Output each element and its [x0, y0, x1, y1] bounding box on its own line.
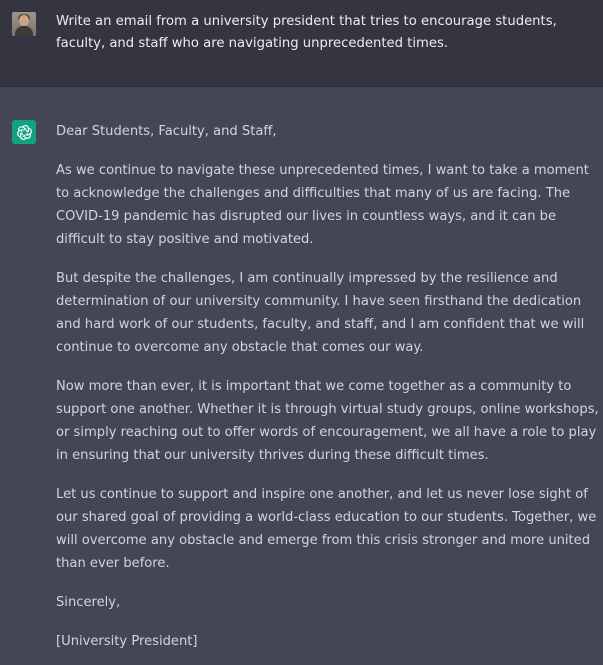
email-closing: Sincerely, — [56, 595, 121, 610]
user-message — [0, 0, 603, 87]
email-paragraph: Now more than ever, it is important that we come together as a community to support one another. Whether it is through virtual study groups, online workshops, or simply reaching out to offer words of encouragement, we all have a role to play in ensuring that our university thrives during these difficult times. — [56, 379, 599, 463]
email-paragraph: As we continue to navigate these unprecedented times, I want to take a moment to acknowledge the challenges and difficulties that many of us are facing. The COVID-19 pandemic has disrupted our lives in countless ways, and it can be difficult to stay positive and motivated. — [56, 163, 589, 247]
user-prompt-text: Write an email from a university president that tries to encourage students, faculty, and staff who are navigating unprecedented times. — [56, 14, 557, 51]
assistant-response — [56, 120, 601, 653]
email-greeting: Dear Students, Faculty, and Staff, — [56, 124, 277, 139]
openai-logo-icon — [12, 120, 36, 144]
user-avatar — [12, 12, 36, 36]
email-paragraph: But despite the challenges, I am continually impressed by the resilience and determination of our university community. I have seen firsthand the dedication and hard work of our students, faculty, and staff, and I am confident that we will continue to overcome any obstacle that comes our way. — [56, 271, 585, 355]
email-paragraph: Let us continue to support and inspire one another, and let us never lose sight of our shared goal of providing a world-class education to our students. Together, we will overcome any obstacle and emerge from this crisis stronger and more united than ever before. — [56, 487, 597, 571]
email-signature: [University President] — [56, 634, 198, 649]
assistant-message — [0, 87, 603, 665]
